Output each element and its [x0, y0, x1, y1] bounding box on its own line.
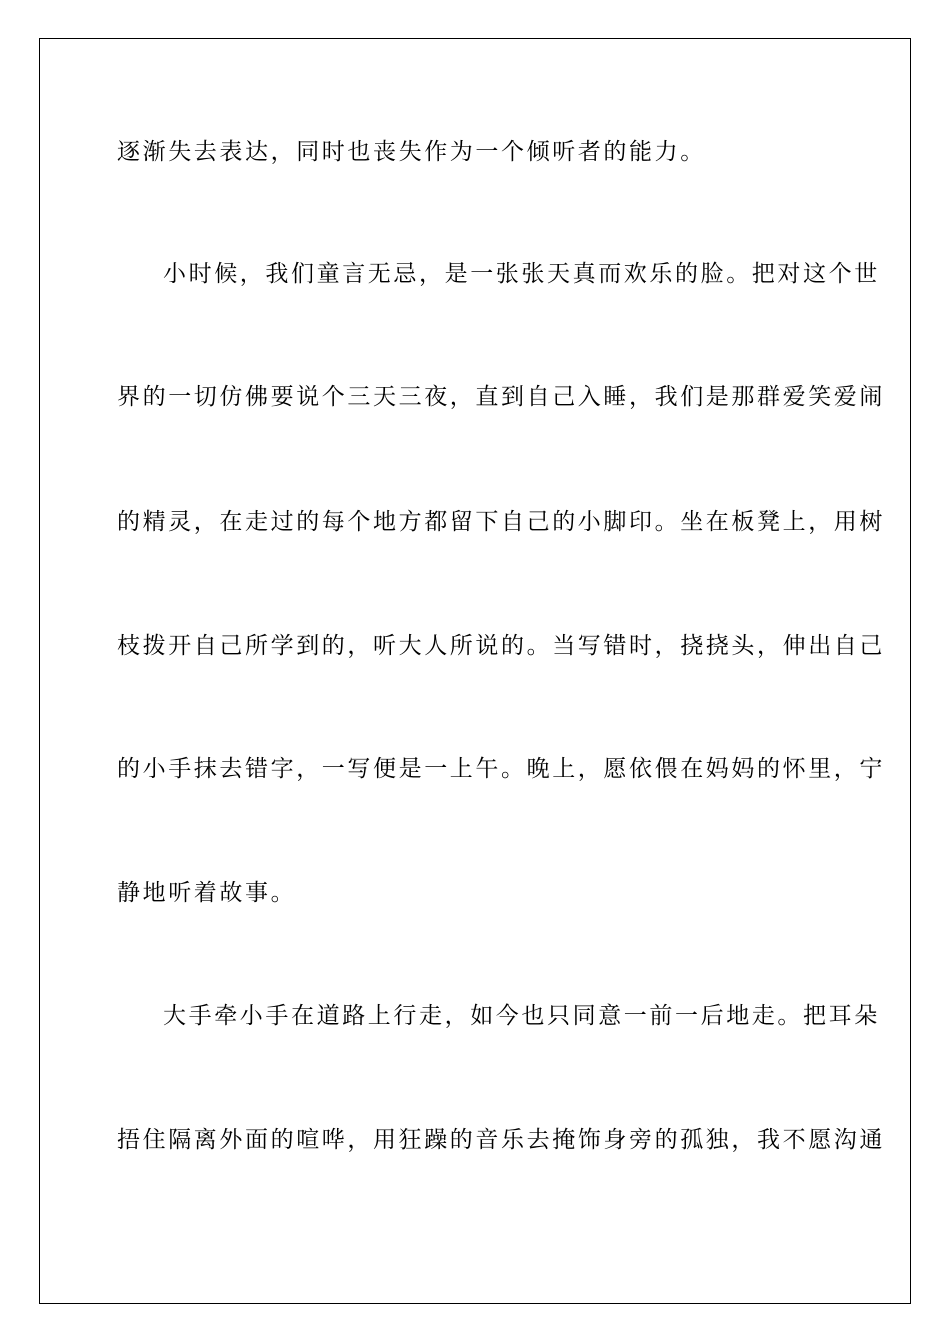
text-line: 的精灵，在走过的每个地方都留下自己的小脚印。坐在板凳上，用树: [117, 509, 885, 535]
text-line: 枝拨开自己所学到的，听大人所说的。当写错时，挠挠头，伸出自己: [117, 633, 885, 659]
text-line: 逐渐失去表达，同时也丧失作为一个倾听者的能力。: [117, 139, 706, 165]
text-line: 静地听着故事。: [117, 880, 297, 906]
paragraph-start-line: 小时候，我们童言无忌，是一张张天真而欢乐的脸。把对这个世: [163, 261, 880, 287]
paragraph-start-line: 大手牵小手在道路上行走，如今也只同意一前一后地走。把耳朵: [163, 1003, 880, 1029]
text-line: 的小手抹去错字，一写便是一上午。晚上，愿依偎在妈妈的怀里，宁: [117, 756, 885, 782]
text-line: 捂住隔离外面的喧哗，用狂躁的音乐去掩饰身旁的孤独，我不愿沟通: [117, 1127, 885, 1153]
text-line: 界的一切仿佛要说个三天三夜，直到自己入睡，我们是那群爱笑爱闹: [117, 384, 885, 410]
page-frame: [39, 38, 911, 1304]
